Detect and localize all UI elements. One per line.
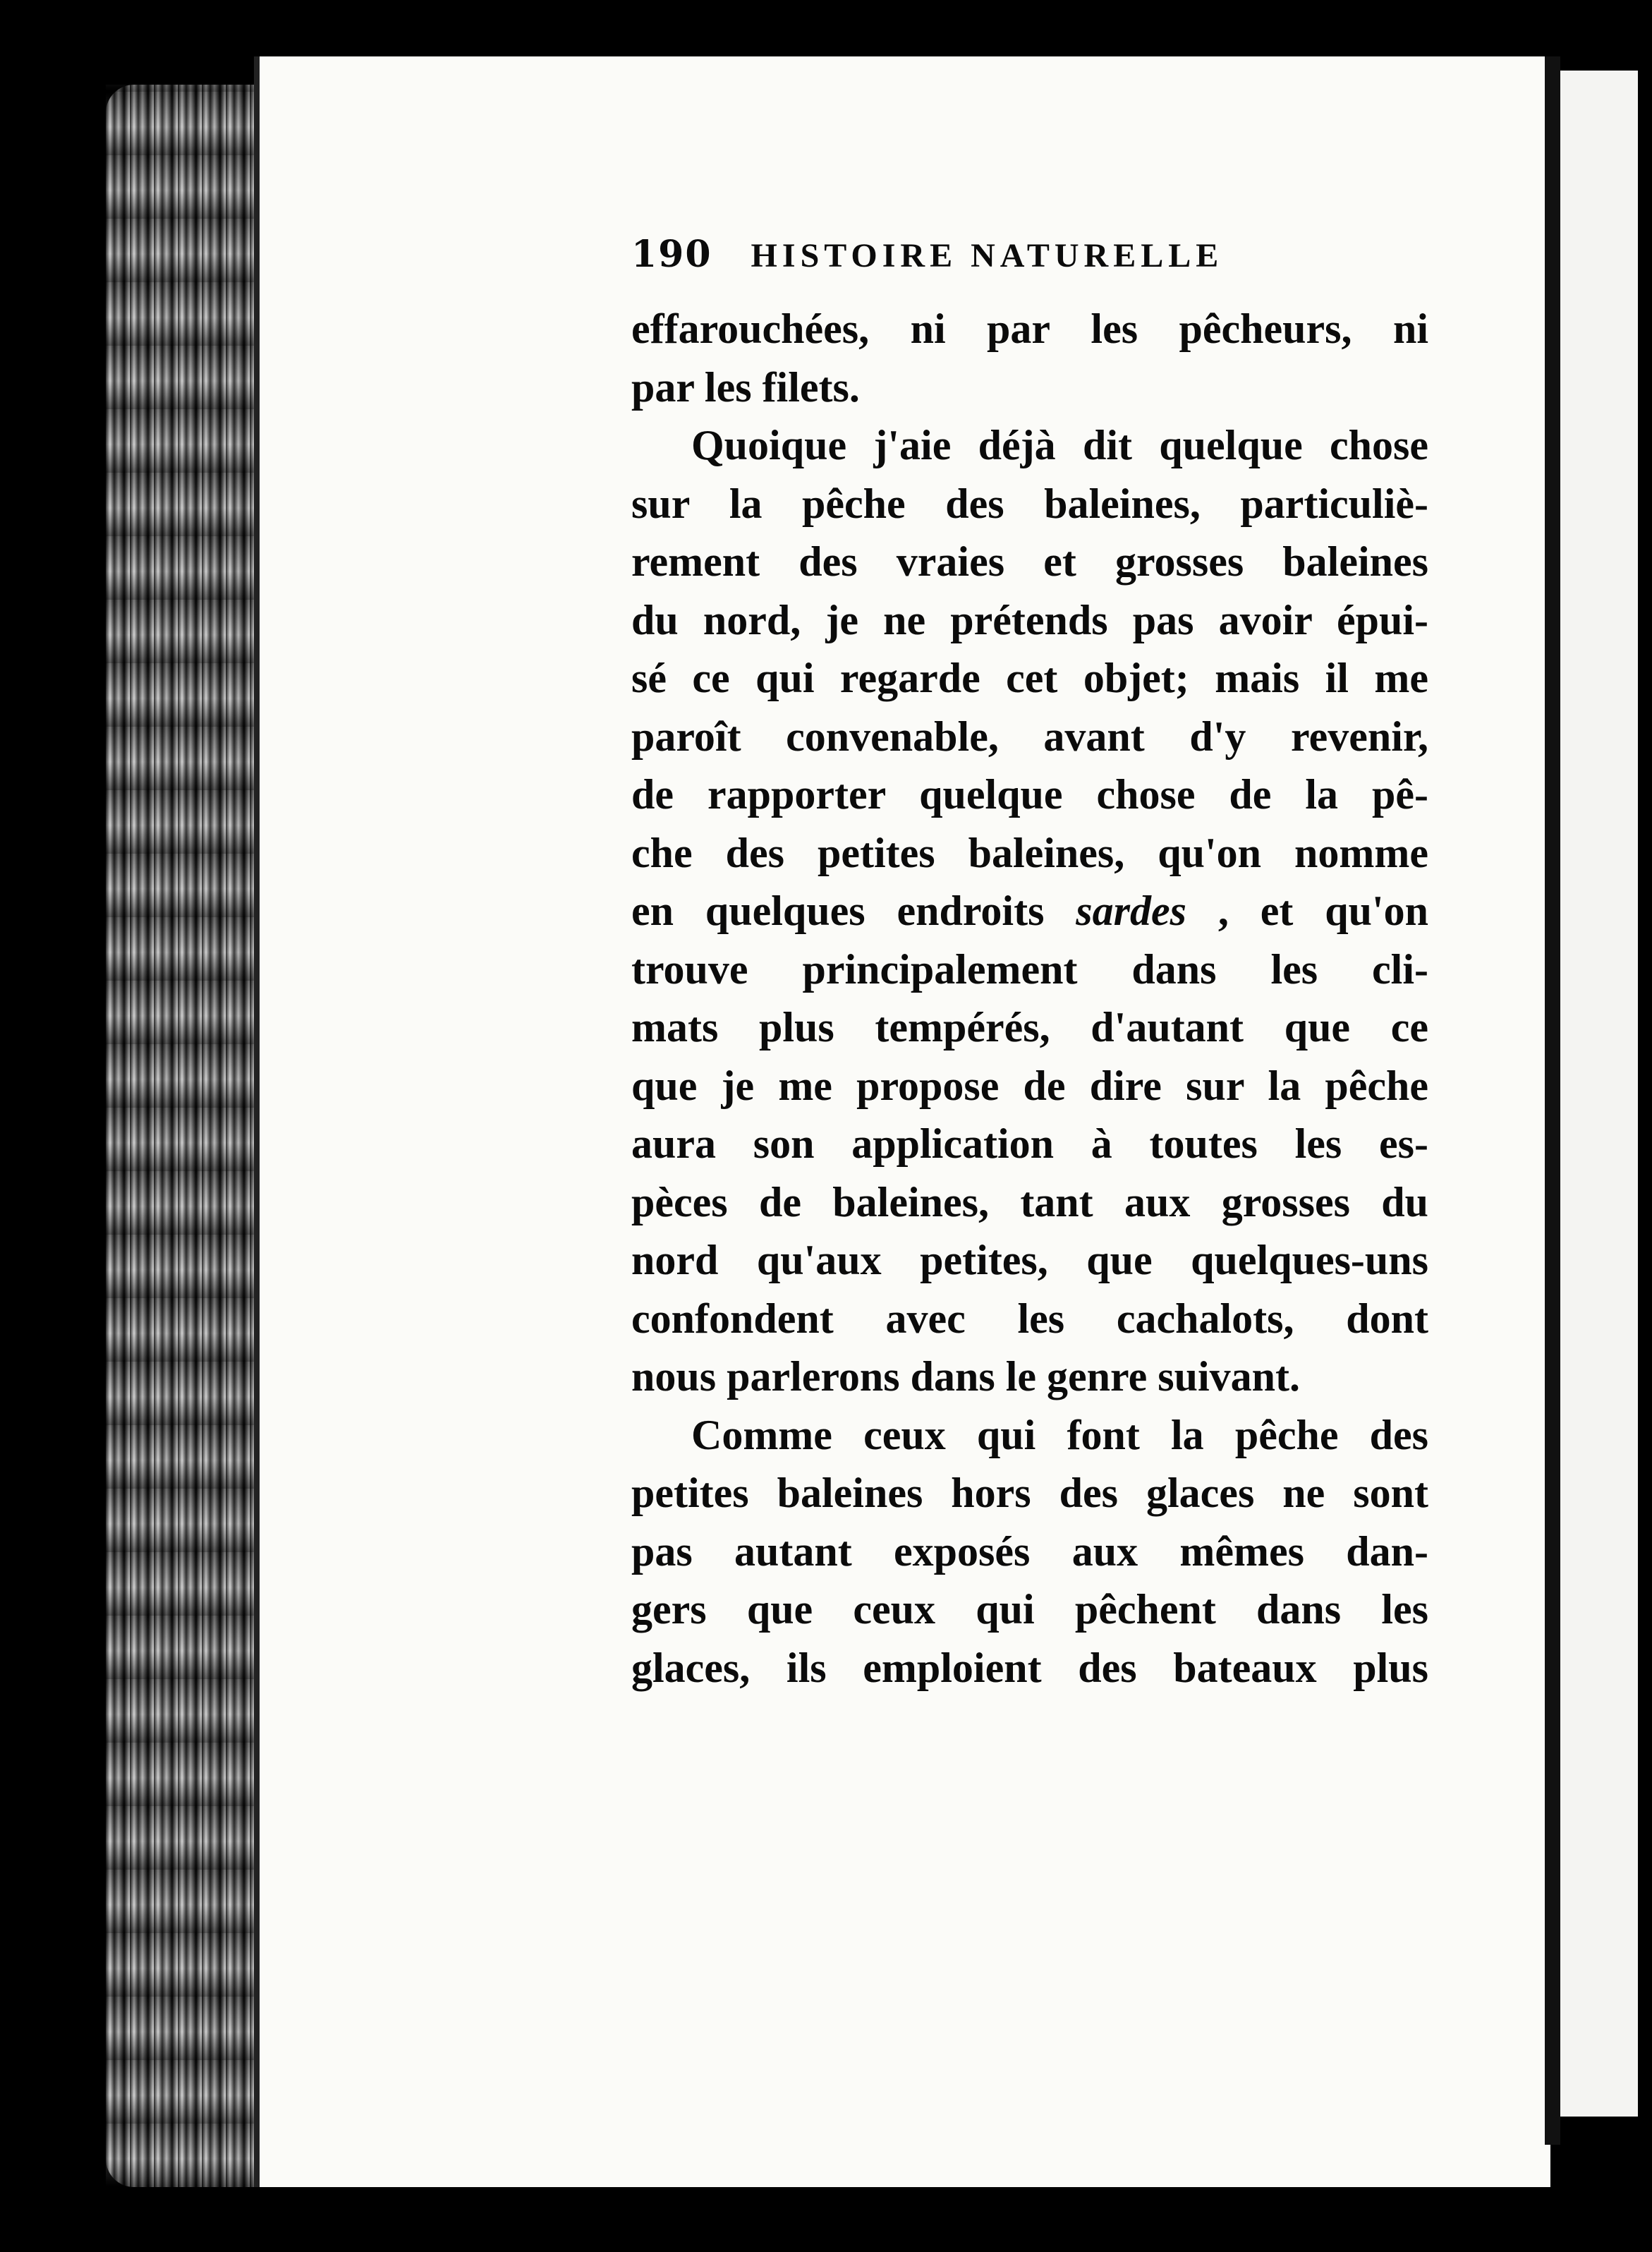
text-line: du nord, je ne prétends pas avoir épui- bbox=[631, 596, 1428, 643]
text-line: sé ce qui regarde cet objet; mais il me bbox=[631, 655, 1428, 701]
book-fore-edge bbox=[106, 85, 268, 2187]
text-line-with-italic bbox=[631, 882, 1428, 940]
text-line: par les filets. bbox=[631, 363, 860, 411]
text-line: nord qu'aux petites, que quelques-uns bbox=[631, 1237, 1428, 1283]
text-line: glaces, ils emploient des bateaux plus bbox=[631, 1644, 1428, 1691]
text-line: effarouchées, ni par les pêcheurs, ni bbox=[631, 305, 1428, 352]
page-number: 190 bbox=[631, 233, 712, 276]
running-title: HISTOIRE NATURELLE bbox=[751, 237, 1224, 274]
running-head bbox=[631, 233, 1428, 300]
page-gutter bbox=[1545, 56, 1560, 2145]
text-line: paroît convenable, avant d'y revenir, bbox=[631, 713, 1428, 760]
text-line: que je me propose de dire sur la pêche bbox=[631, 1062, 1428, 1109]
text-line: trouve principalement dans les cli- bbox=[631, 945, 1428, 993]
text-line: rement des vraies et grosses baleines bbox=[631, 538, 1428, 585]
text-line: sur la pêche des baleines, particuliè- bbox=[631, 480, 1428, 527]
text-line: mats plus tempérés, d'autant que ce bbox=[631, 1004, 1428, 1051]
text-segment: en quelques endroits bbox=[631, 888, 1045, 934]
text-line: confondent avec les cachalots, dont bbox=[631, 1295, 1428, 1342]
text-line: de rapporter quelque chose de la pê- bbox=[631, 771, 1428, 818]
text-line: gers que ceux qui pêchent dans les bbox=[631, 1586, 1428, 1633]
facing-page-edge bbox=[1560, 71, 1638, 2117]
text-line: Comme ceux qui font la pêche des bbox=[691, 1411, 1428, 1458]
text-line: pèces de baleines, tant aux grosses du bbox=[631, 1178, 1428, 1225]
text-line: nous parlerons dans le genre suivant. bbox=[631, 1353, 1300, 1400]
text-line: petites baleines hors des glaces ne sont bbox=[631, 1470, 1428, 1516]
text-line: Quoique j'aie déjà dit quelque chose bbox=[691, 422, 1428, 468]
italic-word: sardes bbox=[1076, 888, 1186, 934]
text-line: pas autant exposés aux mêmes dan- bbox=[631, 1527, 1428, 1575]
body-text bbox=[631, 300, 1428, 1697]
text-line: che des petites baleines, qu'on nomme bbox=[631, 829, 1428, 876]
text-segment: , et qu'on bbox=[1217, 888, 1428, 934]
text-line: aura son application à toutes les es- bbox=[631, 1120, 1428, 1167]
page-text-block bbox=[631, 233, 1428, 1697]
